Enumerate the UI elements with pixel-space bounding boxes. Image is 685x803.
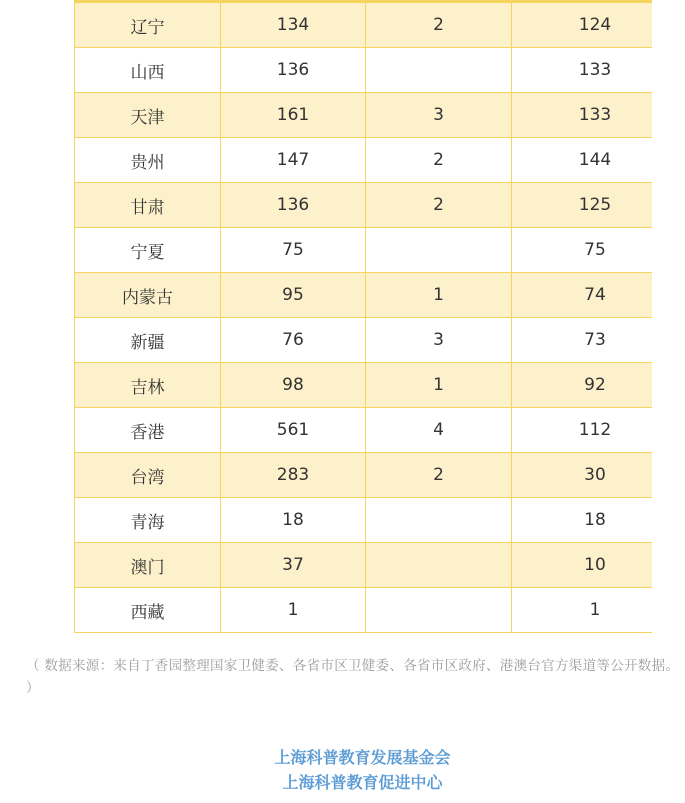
value-cell-1: 136 [221,48,366,93]
value-cell-1: 283 [221,453,366,498]
value-cell-2: 2 [366,138,512,183]
value-cell-2 [366,588,512,633]
region-cell: 青海 [75,498,221,543]
value-cell-2: 2 [366,453,512,498]
table-row [75,183,653,228]
value-cell-2: 4 [366,408,512,453]
value-cell-1: 76 [221,318,366,363]
value-cell-2 [366,48,512,93]
value-cell-2 [366,498,512,543]
value-cell-2 [366,228,512,273]
value-cell-3: 92 [512,363,653,408]
region-cell: 新疆 [75,318,221,363]
value-cell-1: 136 [221,183,366,228]
region-cell: 香港 [75,408,221,453]
table-row [75,138,653,183]
value-cell-3: 10 [512,543,653,588]
value-cell-3: 73 [512,318,653,363]
region-cell: 山西 [75,48,221,93]
region-cell: 贵州 [75,138,221,183]
table-row [75,228,653,273]
table-row [75,93,653,138]
region-cell: 天津 [75,93,221,138]
value-cell-2 [366,543,512,588]
table-row [75,363,653,408]
value-cell-1: 98 [221,363,366,408]
value-cell-3: 30 [512,453,653,498]
data-table [74,0,652,633]
value-cell-3: 133 [512,93,653,138]
value-cell-2: 2 [366,2,512,48]
value-cell-2: 1 [366,363,512,408]
value-cell-3: 125 [512,183,653,228]
value-cell-3: 144 [512,138,653,183]
value-cell-3: 1 [512,588,653,633]
table-row [75,273,653,318]
table-row [75,2,653,48]
value-cell-3: 18 [512,498,653,543]
table-row [75,588,653,633]
value-cell-3: 75 [512,228,653,273]
value-cell-1: 147 [221,138,366,183]
value-cell-3: 112 [512,408,653,453]
value-cell-3: 74 [512,273,653,318]
footer-org-line1: 上海科普教育发展基金会 [274,748,451,767]
table-row [75,498,653,543]
footer-org-line2: 上海科普教育促进中心 [282,773,443,792]
region-cell: 内蒙古 [75,273,221,318]
value-cell-1: 75 [221,228,366,273]
region-cell: 甘肃 [75,183,221,228]
value-cell-2: 1 [366,273,512,318]
value-cell-1: 95 [221,273,366,318]
value-cell-1: 161 [221,93,366,138]
value-cell-1: 134 [221,2,366,48]
data-table-container [74,0,652,633]
value-cell-3: 124 [512,2,653,48]
region-cell: 台湾 [75,453,221,498]
value-cell-1: 1 [221,588,366,633]
region-cell: 澳门 [75,543,221,588]
region-cell: 宁夏 [75,228,221,273]
value-cell-1: 561 [221,408,366,453]
table-row [75,48,653,93]
value-cell-1: 37 [221,543,366,588]
table-row [75,453,653,498]
table-row [75,543,653,588]
region-cell: 西藏 [75,588,221,633]
table-row [75,408,653,453]
value-cell-3: 133 [512,48,653,93]
source-note: （ 数据来源：来自丁香园整理国家卫健委、各省市区卫健委、各省市区政府、港澳台官方渠道等公开数据。 ） [26,658,680,696]
value-cell-1: 18 [221,498,366,543]
value-cell-2: 2 [366,183,512,228]
region-cell: 吉林 [75,363,221,408]
region-cell: 辽宁 [75,2,221,48]
value-cell-2: 3 [366,93,512,138]
table-row [75,318,653,363]
value-cell-2: 3 [366,318,512,363]
